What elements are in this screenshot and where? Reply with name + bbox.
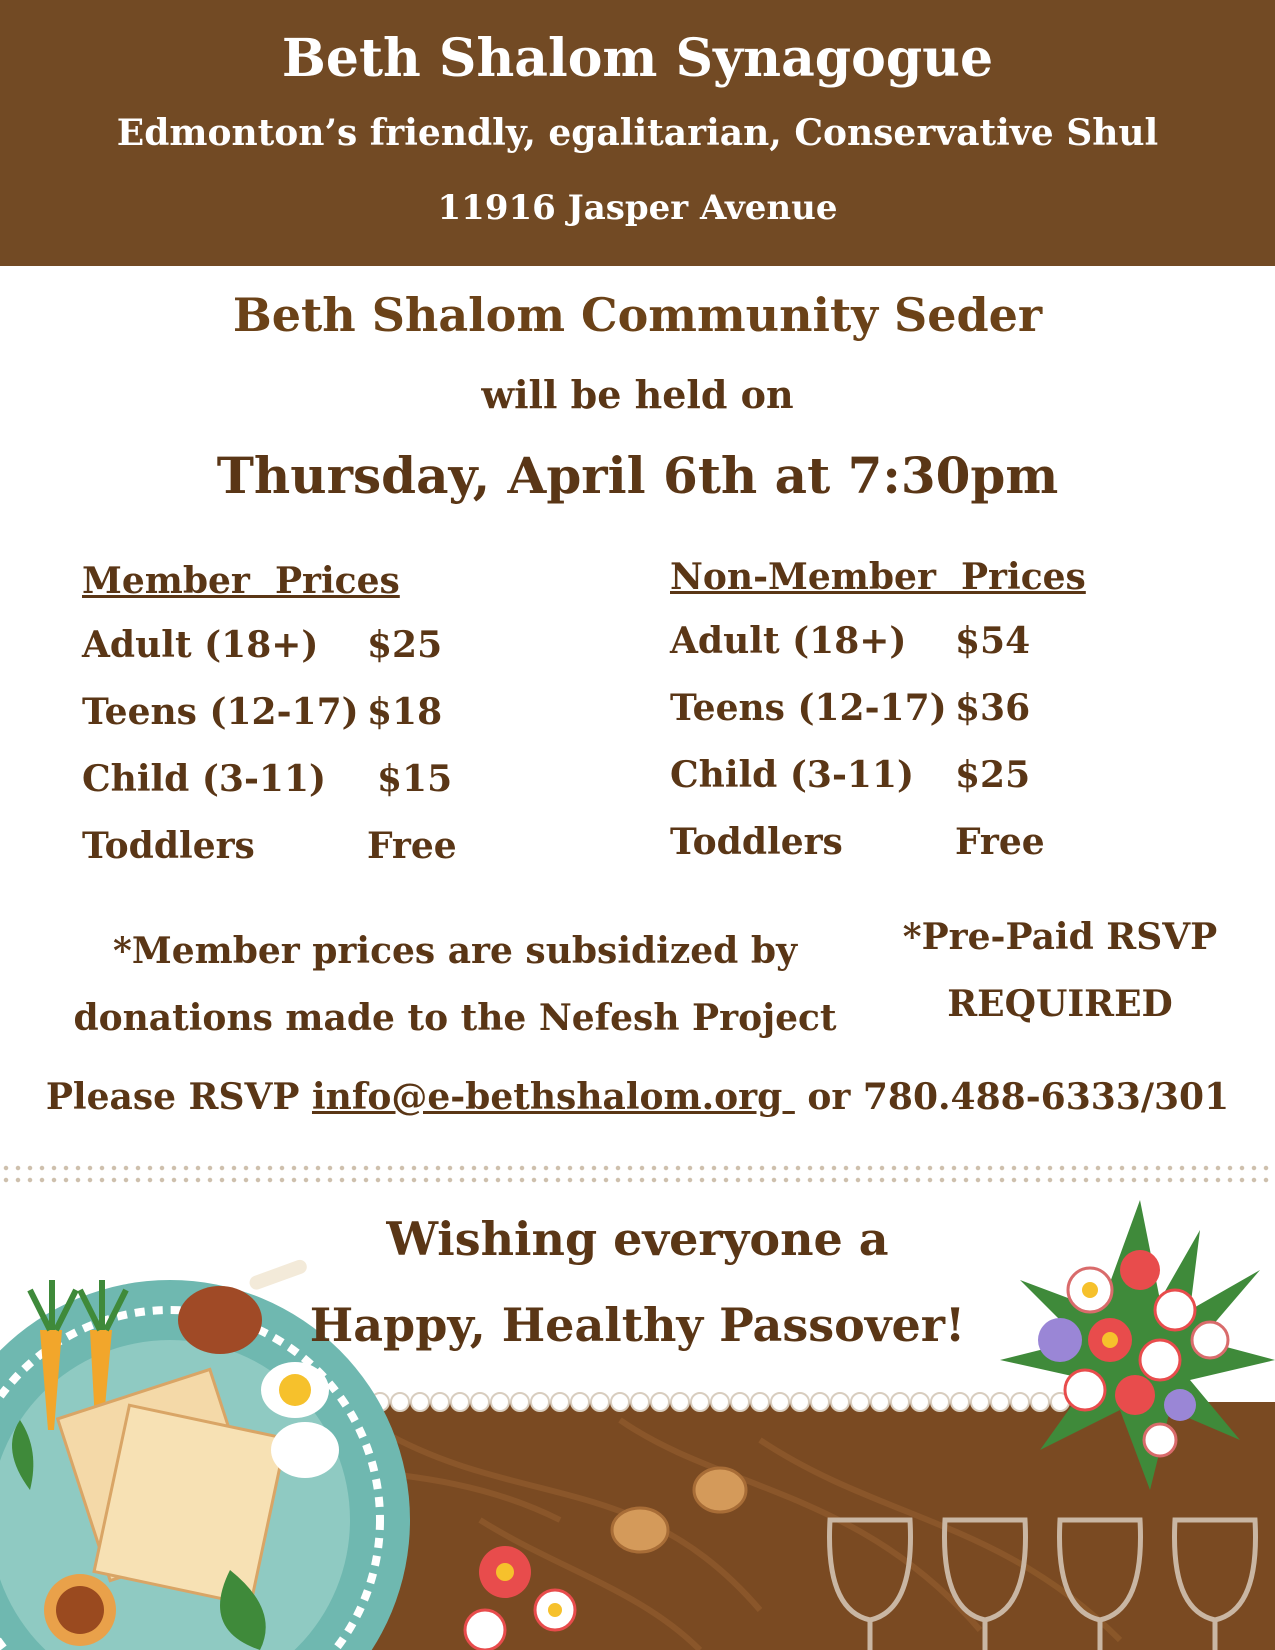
- rsvp-phone: or 780.488-6333/301: [794, 1076, 1230, 1118]
- event-datetime: Thursday, April 6th at 7:30pm: [216, 446, 1059, 505]
- price-category: Child (3-11): [670, 754, 915, 796]
- price-value: $54: [955, 620, 1031, 662]
- price-row: [82, 624, 457, 691]
- price-row: [670, 821, 1086, 888]
- prepaid-rsvp-line2: REQUIRED: [947, 983, 1173, 1025]
- member-subsidy-note: [70, 918, 840, 1052]
- price-value: $36: [955, 687, 1031, 729]
- header-banner: [0, 0, 1275, 266]
- synagogue-tagline: Edmonton’s friendly, egalitarian, Conservative Shul: [116, 112, 1159, 154]
- lace-border: [0, 1162, 1275, 1188]
- price-row: [670, 687, 1086, 754]
- price-category: Adult (18+): [670, 620, 907, 662]
- member-prices-heading: Member Prices: [82, 560, 400, 602]
- price-row: [670, 754, 1086, 821]
- prepaid-rsvp-note: [880, 904, 1240, 1038]
- price-row: [82, 691, 457, 758]
- price-value: $25: [367, 624, 443, 666]
- price-value: $18: [367, 691, 443, 733]
- price-value: $25: [955, 754, 1031, 796]
- price-row: [82, 825, 457, 892]
- price-category: Child (3-11): [82, 758, 327, 800]
- rsvp-contact-line: [0, 1076, 1275, 1118]
- rsvp-prefix: Please RSVP: [45, 1076, 312, 1118]
- price-category: Teens (12-17): [82, 691, 359, 733]
- price-category: Adult (18+): [82, 624, 319, 666]
- member-subsidy-line2: donations made to the Nefesh Project: [73, 997, 837, 1039]
- tablecloth-scallops: [371, 1393, 1069, 1411]
- event-held-on: will be held on: [481, 372, 794, 417]
- price-row: [670, 620, 1086, 687]
- non-member-prices-column: [670, 556, 1086, 888]
- rsvp-email-link[interactable]: info@e-bethshalom.org: [311, 1076, 795, 1118]
- price-row: [82, 758, 457, 825]
- price-value: $15: [377, 758, 453, 800]
- price-category: Toddlers: [670, 821, 843, 863]
- event-title: Beth Shalom Community Seder: [232, 288, 1043, 342]
- price-category: Toddlers: [82, 825, 255, 867]
- greeting-line2: Happy, Healthy Passover!: [309, 1298, 966, 1352]
- member-prices-column: [82, 560, 457, 892]
- price-category: Teens (12-17): [670, 687, 947, 729]
- non-member-prices-heading: Non-Member Prices: [670, 556, 1086, 598]
- price-value: Free: [955, 821, 1045, 863]
- charoset-bowl-icon: [44, 1574, 116, 1646]
- synagogue-name: Beth Shalom Synagogue: [281, 28, 994, 89]
- synagogue-address: 11916 Jasper Avenue: [437, 188, 838, 228]
- prepaid-rsvp-line1: *Pre-Paid RSVP: [902, 916, 1218, 958]
- greeting-line1: Wishing everyone a: [386, 1212, 889, 1266]
- price-value: Free: [367, 825, 457, 867]
- member-subsidy-line1: *Member prices are subsidized by: [113, 930, 797, 972]
